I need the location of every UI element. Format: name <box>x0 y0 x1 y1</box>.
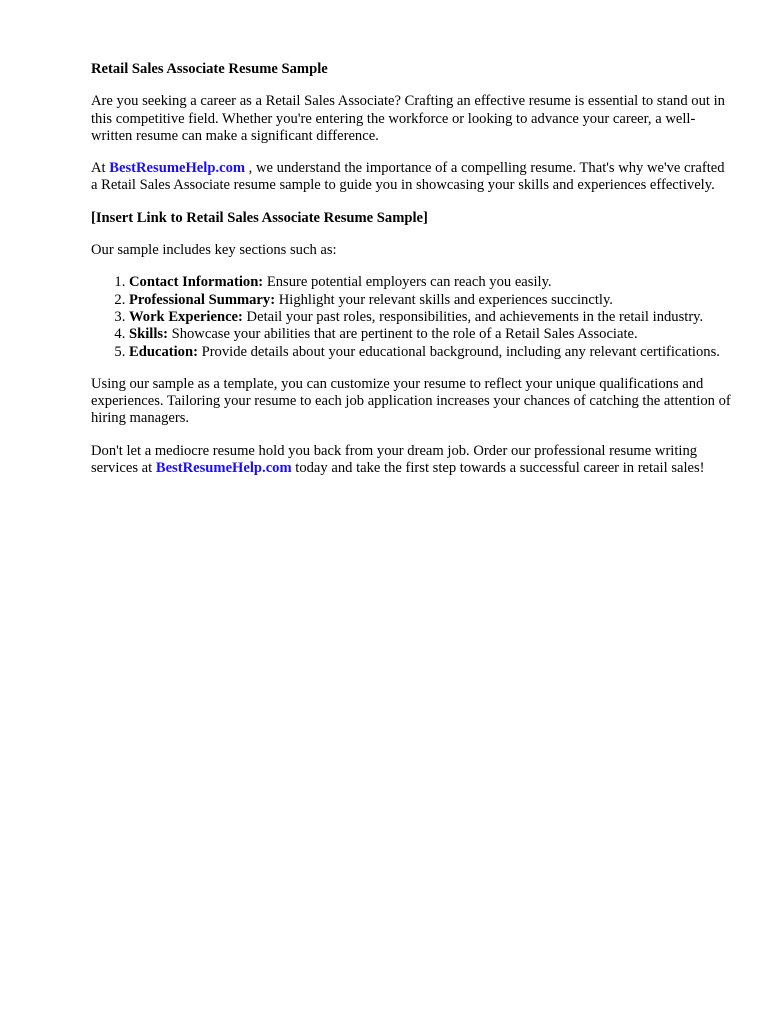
section-term: Education: <box>129 343 198 360</box>
closing-paragraph <box>91 443 731 478</box>
section-term: Professional Summary: <box>129 291 276 308</box>
section-term: Work Experience: <box>129 308 243 325</box>
section-term: Skills: <box>129 326 168 343</box>
page-title: Retail Sales Associate Resume Sample <box>91 61 328 77</box>
company-paragraph-prefix: At <box>91 160 110 177</box>
section-desc: Ensure potential employers can reach you easily. <box>263 274 552 291</box>
sections-list <box>91 274 731 360</box>
list-intro: Our sample includes key sections such as: <box>91 242 337 259</box>
company-paragraph-suffix: , we understand the importance of a compelling resume. That's why we've crafted a Retail Sales Associate resume sample to guide you in showcasing your skills and experiences effectively. <box>91 160 725 194</box>
list-item <box>129 274 731 291</box>
section-desc: Provide details about your educational background, including any relevant certifications. <box>197 343 720 360</box>
company-paragraph <box>91 160 731 195</box>
template-paragraph: Using our sample as a template, you can customize your resume to reflect your unique qualifications and experiences. Tailoring your resume to each job application increases your chances of catching the attention of hiring managers. <box>91 375 731 427</box>
list-item <box>129 344 731 361</box>
bestresumehelp-link[interactable]: BestResumeHelp.com <box>109 160 246 177</box>
bestresumehelp-link-closing[interactable]: BestResumeHelp.com <box>155 460 292 477</box>
section-desc: Highlight your relevant skills and experiences succinctly. <box>275 291 613 308</box>
insert-link-placeholder: [Insert Link to Retail Sales Associate Resume Sample] <box>91 209 428 226</box>
document-page <box>91 61 731 492</box>
section-desc: Detail your past roles, responsibilities, and achievements in the retail industry. <box>242 308 704 325</box>
closing-paragraph-prefix: Don't let a mediocre resume hold you back from your dream job. Order our professional resume writing services at <box>91 442 698 477</box>
section-desc: Showcase your abilities that are pertinent to the role of a Retail Sales Associate. <box>167 326 638 343</box>
list-item <box>129 326 731 343</box>
closing-paragraph-suffix: today and take the first step towards a successful career in retail sales! <box>291 460 705 477</box>
list-item <box>129 309 731 326</box>
intro-paragraph: Are you seeking a career as a Retail Sales Associate? Crafting an effective resume is essential to stand out in this competitive field. Whether you're entering the workforce or looking to advance your career, a well-written resume can make a significant difference. <box>91 93 725 144</box>
list-item <box>129 292 731 309</box>
section-term: Contact Information: <box>129 274 264 291</box>
